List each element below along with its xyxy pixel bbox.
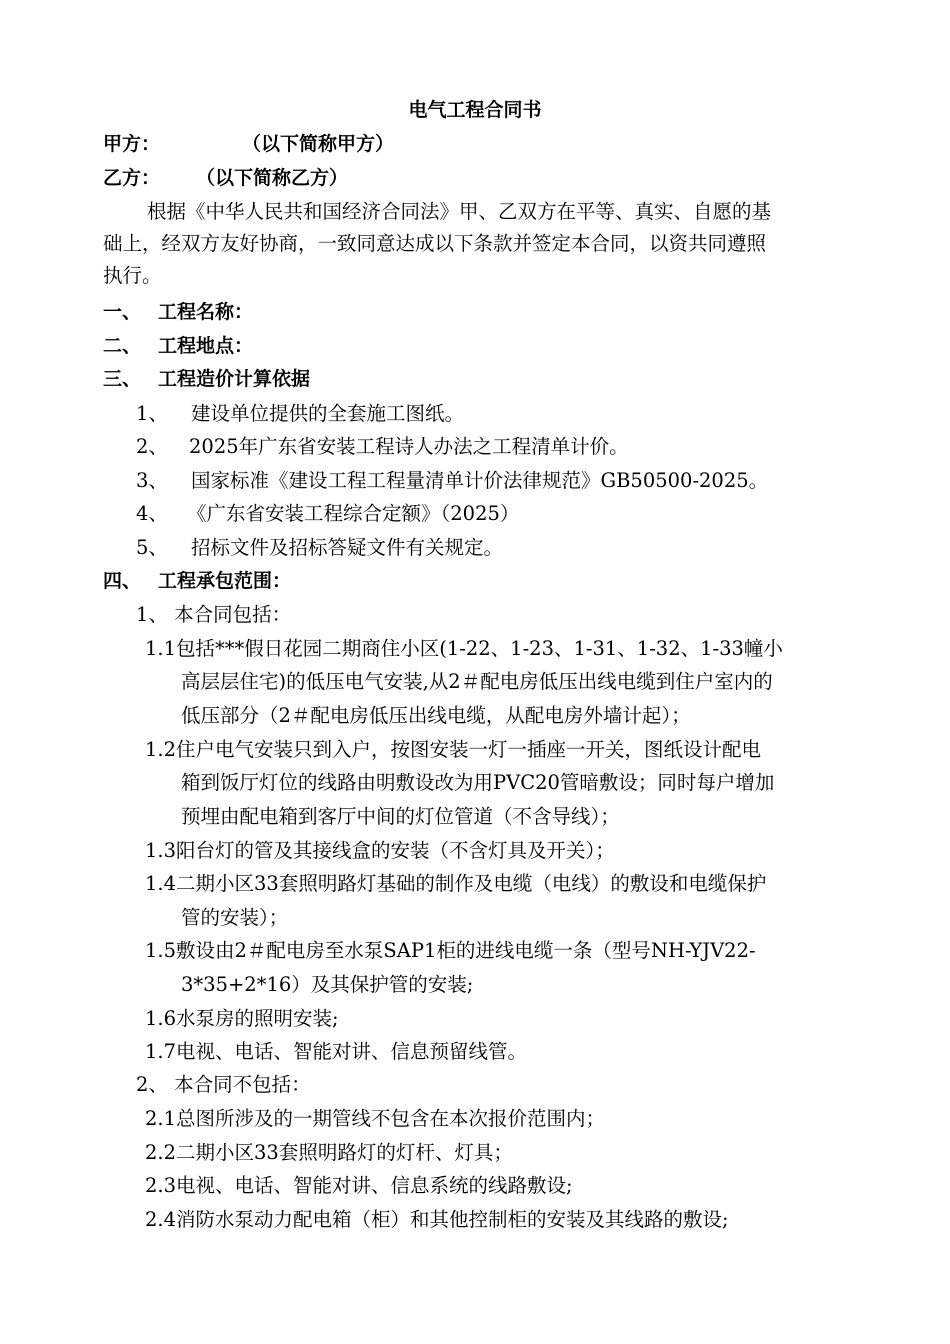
basis-item-text: 招标文件及招标答疑文件有关规定。 xyxy=(191,536,504,559)
basis-item-text: 建设单位提供的全套施工图纸。 xyxy=(191,402,465,425)
party-b-note: （以下简称乙方） xyxy=(196,167,349,189)
basis-item-text: 2025年广东省安装工程诗人办法之工程清单计价。 xyxy=(189,435,629,458)
scope-include-line: 1.7电视、电话、智能对讲、信息预留线管。 xyxy=(145,1040,528,1063)
scope-include-line: 低压部分（2＃配电房低压出线电缆，从配电房外墙计起）； xyxy=(181,704,691,727)
party-a-label: 甲方： xyxy=(103,133,161,155)
scope-exclude-line: 2.2二期小区33套照明路灯的灯杆、灯具； xyxy=(145,1141,513,1164)
basis-item-text: 《广东省安装工程综合定额》（2025） xyxy=(187,502,520,525)
intro-line: 根据《中华人民共和国经济合同法》甲、乙双方在平等、真实、自愿的基 xyxy=(147,200,772,223)
party-b-label: 乙方： xyxy=(103,167,161,189)
intro-line: 执行。 xyxy=(103,264,162,287)
scope-include-line: 3*35+2*16）及其保护管的安装; xyxy=(181,973,474,996)
scope-include-line: 预埋由配电箱到客厅中间的灯位管道（不含导线）； xyxy=(181,805,620,828)
scope-exclude-heading: 2、 本合同不包括： xyxy=(136,1073,311,1096)
section-number: 四、 xyxy=(103,570,142,592)
scope-include-line: 1.6水泵房的照明安装; xyxy=(145,1007,339,1030)
section-title: 工程地点： xyxy=(158,335,254,357)
section-title: 工程承包范围： xyxy=(158,570,292,592)
scope-include-line: 箱到饭厅灯位的线路由明敷设改为用PVC20管暗敷设；同时每户增加 xyxy=(181,771,775,794)
scope-include-line: 1.4二期小区33套照明路灯基础的制作及电缆（电线）的敷设和电缆保护 xyxy=(145,872,767,895)
scope-include-heading: 1、 本合同包括： xyxy=(136,603,292,626)
document-title: 电气工程合同书 xyxy=(408,99,542,121)
section-number: 二、 xyxy=(103,335,142,357)
basis-item-text: 国家标准《建设工程工程量清单计价法律规范》GB50500-2025。 xyxy=(191,469,769,492)
section-number: 三、 xyxy=(103,368,142,390)
scope-include-line: 1.2住户电气安装只到入户，按图安装一灯一插座一开关，图纸设计配电 xyxy=(145,738,762,761)
section-number: 一、 xyxy=(103,301,142,323)
scope-exclude-line: 2.3电视、电话、智能对讲、信息系统的线路敷设; xyxy=(145,1174,573,1197)
scope-exclude-line: 2.4消防水泵动力配电箱（柜）和其他控制柜的安装及其线路的敷设; xyxy=(145,1208,729,1231)
scope-include-line: 1.3阳台灯的管及其接线盒的安装（不含灯具及开关）； xyxy=(145,839,615,862)
party-a-note: （以下简称甲方） xyxy=(242,133,395,155)
intro-line: 础上，经双方友好协商，一致同意达成以下条款并签定本合同，以资共同遵照 xyxy=(103,232,767,255)
section-title: 工程名称： xyxy=(158,301,254,323)
scope-exclude-line: 2.1总图所涉及的一期管线不包含在本次报价范围内； xyxy=(145,1107,606,1130)
basis-item-number: 2、 xyxy=(136,435,168,458)
scope-include-line: 管的安装）； xyxy=(181,906,289,929)
basis-item-number: 5、 xyxy=(136,536,168,559)
scope-include-line: 1.1包括***假日花园二期商住小区(1-22、1-23、1-31、1-32、1-33幢小 xyxy=(145,637,783,660)
scope-include-line: 1.5敷设由2＃配电房至水泵SAP1柜的进线电缆一条（型号NH-YJV22- xyxy=(145,939,756,962)
basis-item-number: 1、 xyxy=(136,402,168,425)
scope-include-line: 高层层住宅)的低压电气安装,从2＃配电房低压出线电缆到住户室内的 xyxy=(181,670,773,693)
basis-item-number: 4、 xyxy=(136,502,168,525)
basis-item-number: 3、 xyxy=(136,469,168,492)
section-title: 工程造价计算依据 xyxy=(158,368,311,390)
